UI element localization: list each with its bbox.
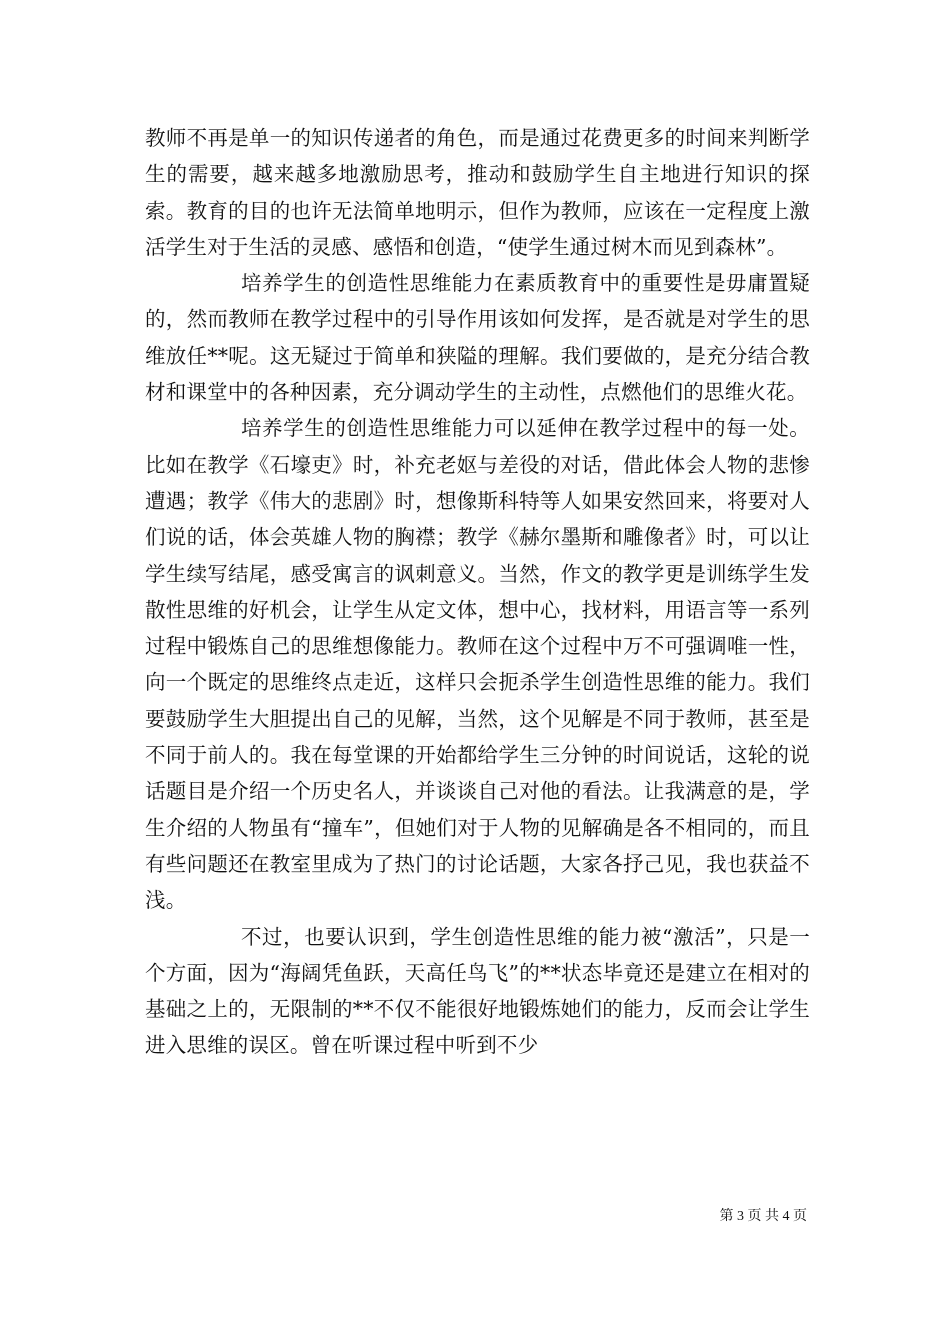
paragraph-3: 培养学生的创造性思维能力可以延伸在教学过程中的每一处。比如在教学《石壕吏》时，补充老妪与差役的对话，借此体会人物的悲惨遭遇；教学《伟大的悲剧》时，想像斯科特等人如果安然回来，将要对人们说的话，体会英雄人物的胸襟；教学《赫尔墨斯和雕像者》时，可以让学生续写结尾，感受寓言的讽刺意义。当然，作文的教学更是训练学生发散性思维的好机会，让学生从定文体，想中心，找材料，用语言等一系列过程中锻炼自己的思维想像能力。教师在这个过程中万不可强调唯一性，向一个既定的思维终点走近，这样只会扼杀学生创造性思维的能力。我们要鼓励学生大胆提出自己的见解，当然，这个见解是不同于教师，甚至是不同于前人的。我在每堂课的开始都给学生三分钟的时间说话，这轮的说话题目是介绍一个历史名人，并谈谈自己对他的看法。让我满意的是，学生介绍的人物虽有“撞车”，但她们对于人物的见解确是各不相同的，而且有些问题还在教室里成为了热门的讨论话题，大家各抒己见，我也获益不浅。 (145, 416, 810, 913)
paragraph-1: 教师不再是单一的知识传递者的角色，而是通过花费更多的时间来判断学生的需要，越来越多地激励思考，推动和鼓励学生自主地进行知识的探索。教育的目的也许无法简单地明示，但作为教师，应该在一定程度上激活学生对于生活的灵感、感悟和创造，“使学生通过树木而见到森林”。 (145, 126, 810, 259)
page-number-footer: 第 3 页 共 4 页 (719, 1209, 807, 1224)
document-body (145, 120, 810, 1064)
paragraph-2: 培养学生的创造性思维能力在素质教育中的重要性是毋庸置疑的，然而教师在教学过程中的引导作用该如何发挥，是否就是对学生的思维放任**呢。这无疑过于简单和狭隘的理解。我们要做的，是充分结合教材和课堂中的各种因素，充分调动学生的主动性，点燃他们的思维火花。 (145, 271, 810, 405)
paragraph-4: 不过，也要认识到，学生创造性思维的能力被“激活”，只是一个方面，因为“海阔凭鱼跃，天高任鸟飞”的**状态毕竟还是建立在相对的基础之上的，无限制的**不仅不能很好地锻炼她们的能力，反而会让学生进入思维的误区。曾在听课过程中听到不少 (145, 924, 810, 1058)
